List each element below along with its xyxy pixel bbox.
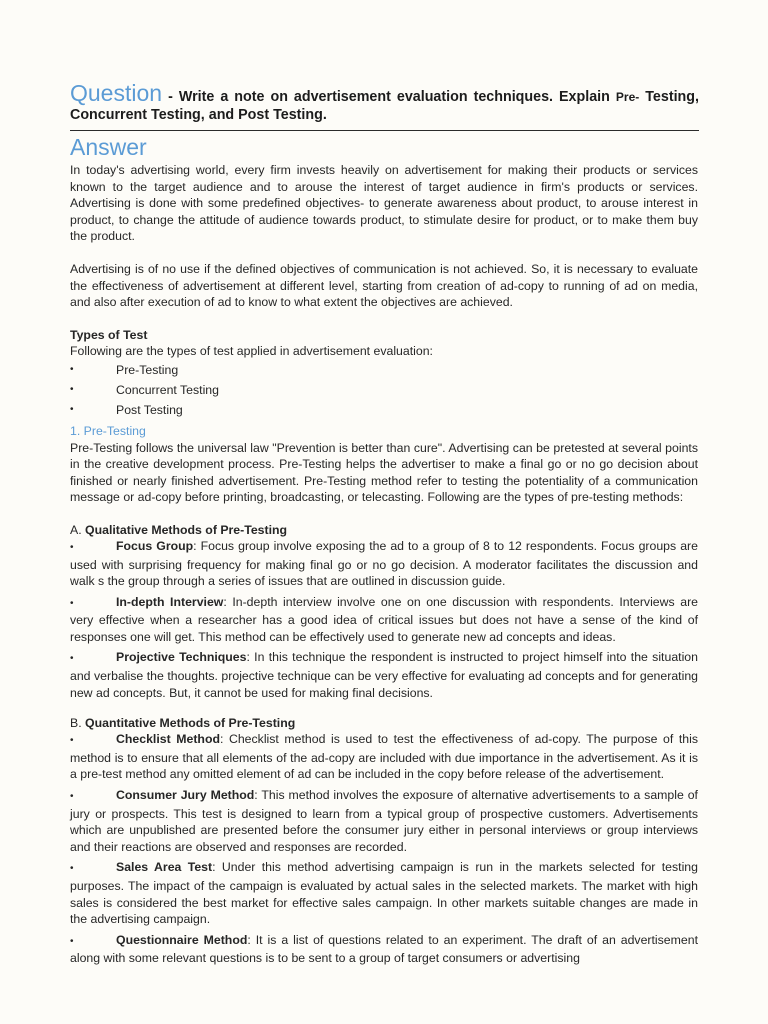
list-item: • Consumer Jury Method: This method involves the exposure of alternative advertisements to a sample of jury or prospects. This test is designed to learn from a typical group of prospective customers. Advertisements which are unpublished are presented before the consumer jury either in personal interviews or group interviews and their reactions are observed and responses are recorded. xyxy=(70,788,698,854)
question-heading xyxy=(70,80,699,131)
list-item: • Projective Techniques: In this technique the respondent is instructed to project himself into the situation and verbalise the thoughts. projective technique can be very effective for evaluating ad concepts and for generating new ad concepts. But, it cannot be used for making final decisions. xyxy=(70,650,698,700)
list-item: • Focus Group: Focus group involve exposing the ad to a group of 8 to 12 respondents. Focus groups are used with surprising frequency for making final go or no go decision. A moderator facilitates the discussion and walk s the group through a series of issues that are outlined in discussion guide. xyxy=(70,538,698,589)
answer-paragraph-2: Advertising is of no use if the defined objectives of communication is not achieved. So, it is necessary to evaluate the effectiveness of advertisement at different level, starting from creation of ad-copy to running of ad on media, and also after execution of ad to know to what extent the objectives are achieved. xyxy=(70,261,698,310)
bullet-icon: • xyxy=(70,653,74,665)
item-term: In-depth Interview xyxy=(116,594,224,609)
bullet-icon: • xyxy=(70,384,74,396)
bullet-icon: • xyxy=(70,597,74,609)
item-term: Questionnaire Method xyxy=(116,932,248,947)
pretesting-heading: 1. Pre-Testing xyxy=(70,423,146,438)
bullet-icon: • xyxy=(70,735,74,747)
list-item: • Questionnaire Method: It is a list of questions related to an experiment. The draft of an advertisement along with some relevant questions is to be sent to a group of target consumers or advertising xyxy=(70,932,698,966)
list-item: • Sales Area Test: Under this method advertising campaign is run in the markets selected for testing purposes. The impact of the campaign is evaluated by actual sales in the selected markets. The market with high sales is considered the best market for effective sales campaign. In other markets suitable changes are made in the advertising campaign. xyxy=(70,860,698,927)
question-text-continued: Testing, Concurrent Testing, and Post Testing. xyxy=(70,89,699,123)
list-item: • Checklist Method: Checklist method is used to test the effectiveness of ad-copy. The purpose of this method is to ensure that all elements of the ad-copy are included with due importance in the advertisement. As it is a pre-test method any omitted element of ad can be included in the copy before release of the advertisement. xyxy=(70,732,698,782)
answer-paragraph-1: In today's advertising world, every firm invests heavily on advertisement for making their products or services known to the target audience and to arouse the interest of target audience in firm's products or services. Advertising is done with some predefined objectives- to generate awareness about product, to arouse interest in product, to change the attitude of audience towards product, to stimulate desire for product, or to make them buy the product. xyxy=(70,163,698,244)
bullet-icon: • xyxy=(70,863,74,875)
pretesting-paragraph: Pre-Testing follows the universal law "Prevention is better than cure". Advertising can be pretested at several points in the creative development process. Pre-Testing helps the advertiser to make a final go or no go decision about finished or nearly finished advertisement. Pre-Testing method refer to testing the potentiality of a communication message or ad-copy before printing, broadcasting, or telecasting. Following are the types of pre-testing methods: xyxy=(70,440,698,505)
item-term: Consumer Jury Method xyxy=(116,788,255,803)
types-heading: Types of Test xyxy=(70,327,148,342)
item-term: Focus Group xyxy=(116,538,194,553)
question-text: - Write a note on advertisement evaluation techniques. Explain xyxy=(168,89,610,105)
quantitative-heading: B. Quantitative Methods of Pre-Testing xyxy=(70,716,296,731)
list-item: • In-depth Interview: In-depth interview involve one on one discussion with respondents. Interviews are very effective when a researcher has a good idea of critical issues but does not have a sense of the kind of responses one will get. This method can be effectively used to generate new ad concepts and ideas. xyxy=(70,594,698,644)
bullet-icon: • xyxy=(70,404,74,416)
types-list xyxy=(70,360,698,421)
item-term: Sales Area Test xyxy=(116,860,213,875)
item-term: Checklist Method xyxy=(116,732,220,747)
list-item: • Concurrent Testing xyxy=(70,380,698,400)
question-text-small: Pre- xyxy=(615,90,640,104)
answer-label: Answer xyxy=(70,134,147,160)
types-intro: Following are the types of test applied in advertisement evaluation: xyxy=(70,344,433,359)
item-term: Projective Techniques xyxy=(116,650,247,665)
list-item: • Pre-Testing xyxy=(70,360,698,380)
question-label: Question xyxy=(70,80,163,106)
bullet-icon: • xyxy=(70,935,74,947)
bullet-icon: • xyxy=(70,541,74,553)
list-item: • Post Testing xyxy=(70,400,698,420)
bullet-icon: • xyxy=(70,363,74,375)
qualitative-heading: A. Qualitative Methods of Pre-Testing xyxy=(70,522,288,537)
bullet-icon: • xyxy=(70,791,74,803)
